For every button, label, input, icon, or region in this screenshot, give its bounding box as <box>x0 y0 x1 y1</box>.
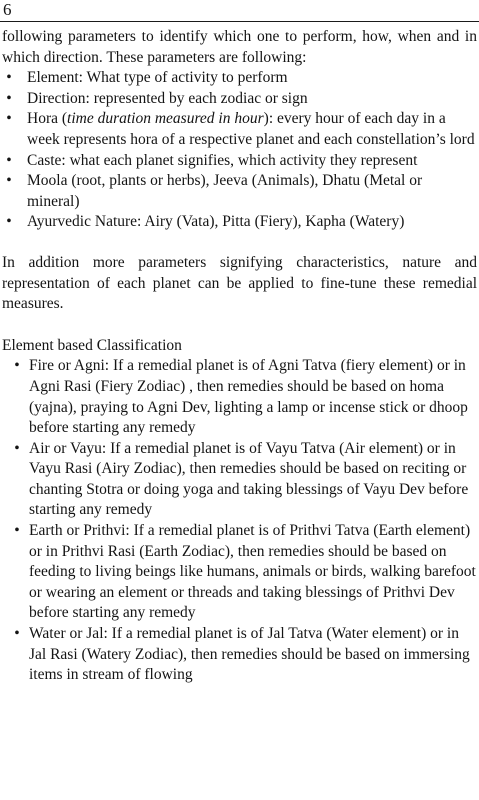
parameter-text-emphasis: time duration measured in hour <box>67 110 264 128</box>
bullet-icon: • <box>14 625 20 643</box>
list-item <box>0 356 479 438</box>
list-item <box>0 212 479 233</box>
body-paragraph: In addition more parameters signifying characteristics, nature and representation of each planet can be applied to fine-tune these remedial measures. <box>2 253 477 313</box>
list-item <box>0 89 479 110</box>
parameter-text: Moola (root, plants or herbs), Jeeva (Animals), Dhatu (Metal or mineral) <box>27 172 423 210</box>
list-item <box>0 171 479 212</box>
element-text: Air or Vayu: If a remedial planet is of Vayu Tatva (Air element) or in Vayu Rasi (Airy Zodiac), then remedies should be based on reciting or chanting Stotra or doing yoga and taking blessings of Vayu Dev before starting any remedy <box>29 439 469 519</box>
element-text: Water or Jal: If a remedial planet is of Jal Tatva (Water element) or in Jal Rasi (Watery Zodiac), then remedies should be based on immersing items in stream of flowing <box>29 625 470 684</box>
bullet-icon: • <box>6 213 12 231</box>
element-text: Earth or Prithvi: If a remedial planet is of Prithvi Tatva (Earth element) or in Prithvi Rasi (Earth Zodiac), then remedies should be based on feeding to living beings like humans, animals or birds, walking barefoot or wearing an element or threads and taking blessings of Prithvi Dev before starting any remedy <box>29 522 476 622</box>
bullet-icon: • <box>14 357 20 375</box>
parameter-text: Element: What type of activity to perform <box>27 69 288 87</box>
list-item <box>0 109 479 150</box>
element-text: Fire or Agni: If a remedial planet is of Agni Tatva (fiery element) or in Agni Rasi (Fiery Zodiac) , then remedies should be based on homa (yajna), praying to Agni Dev, lighting a lamp or incense stick or dhoop before starting any remedy <box>29 357 468 437</box>
list-item <box>0 68 479 89</box>
parameter-list <box>0 68 479 233</box>
bullet-icon: • <box>6 172 12 190</box>
list-item <box>0 151 479 172</box>
parameter-text-tail: ): every hour of each day in a week represents hora of a respective planet and each constellation’s lord <box>27 110 475 148</box>
bullet-icon: • <box>6 110 12 128</box>
parameter-text: Direction: represented by each zodiac or sign <box>27 89 308 107</box>
parameter-text-lead: Hora ( <box>27 110 68 128</box>
element-classification-list <box>0 356 479 686</box>
intro-paragraph: following parameters to identify which one to perform, how, when and in which direction. These parameters are following: <box>2 28 477 66</box>
bullet-icon: • <box>14 522 20 540</box>
page-content <box>0 27 479 686</box>
parameter-text: Caste: what each planet signifies, which activity they represent <box>27 151 418 169</box>
bullet-icon: • <box>6 69 12 87</box>
bullet-icon: • <box>6 151 12 169</box>
bullet-icon: • <box>14 439 20 457</box>
header-rule <box>0 21 479 22</box>
page-number: 6 <box>3 0 12 19</box>
list-item <box>0 521 479 624</box>
section-heading: Element based Classification <box>2 336 182 354</box>
list-item <box>0 439 479 521</box>
list-item <box>0 624 479 686</box>
bullet-icon: • <box>6 89 12 107</box>
parameter-text: Ayurvedic Nature: Airy (Vata), Pitta (Fiery), Kapha (Watery) <box>27 213 405 231</box>
